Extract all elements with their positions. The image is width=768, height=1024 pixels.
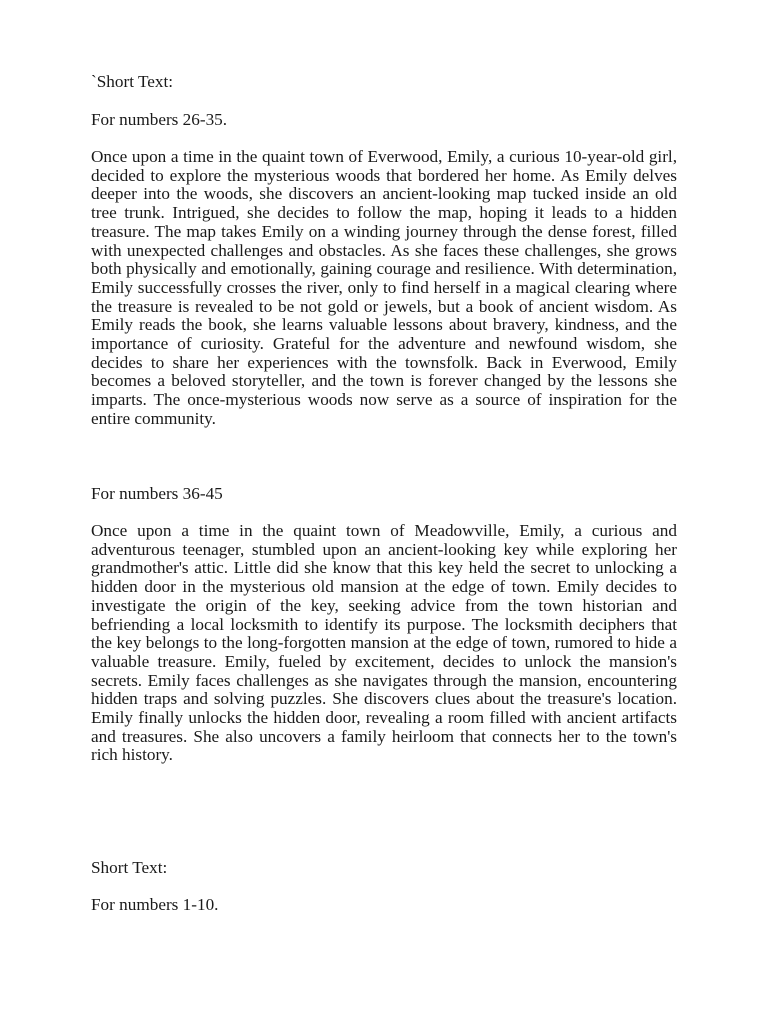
question-range-label: For numbers 1-10. <box>91 895 219 914</box>
section-heading: `Short Text: <box>91 72 174 91</box>
story-passage: Once upon a time in the quaint town of Everwood, Emily, a curious 10-year-old girl, decided to explore the mysterious woods that bordered her home. As Emily delves deeper into the woods, she discovers an ancient-looking map tucked inside an old tree trunk. Intrigued, she decides to follow the map, hoping it leads to a hidden treasure. The map takes Emily on a winding journey through the dense forest, filled with unexpected challenges and obstacles. As she faces these challenges, she grows both physically and emotionally, gaining courage and resilience. With determination, Emily successfully crosses the river, only to find herself in a magical clearing where the treasure is revealed to be not gold or jewels, but a book of ancient wisdom. As Emily reads the book, she learns valuable lessons about bravery, kindness, and the importance of curiosity. Grateful for the adventure and newfound wisdom, she decides to share her experiences with the townsfolk. Back in Everwood, Emily becomes a beloved storyteller, and the town is forever changed by the lessons she imparts. The once-mysterious woods now serve as a source of inspiration for the entire community. <box>91 147 677 428</box>
question-range-label: For numbers 26-35. <box>91 110 228 129</box>
story-passage: Once upon a time in the quaint town of Meadowville, Emily, a curious and adventurous teenager, stumbled upon an ancient-looking key while exploring her grandmother's attic. Little did she know that this key held the secret to unlocking a hidden door in the mysterious old mansion at the edge of town. Emily decides to investigate the origin of the key, seeking advice from the town historian and befriending a local locksmith to identify its purpose. The locksmith deciphers that the key belongs to the long-forgotten mansion at the edge of town, rumored to hide a valuable treasure. Emily, fueled by excitement, decides to unlock the mansion's secrets. Emily faces challenges as she navigates through the mansion, encountering hidden traps and solving puzzles. She discovers clues about the treasure's location. Emily finally unlocks the hidden door, revealing a room filled with ancient artifacts and treasures. She also uncovers a family heirloom that connects her to the town's rich history. <box>91 521 677 765</box>
section-heading: Short Text: <box>91 858 168 877</box>
question-range-label: For numbers 36-45 <box>91 484 223 503</box>
